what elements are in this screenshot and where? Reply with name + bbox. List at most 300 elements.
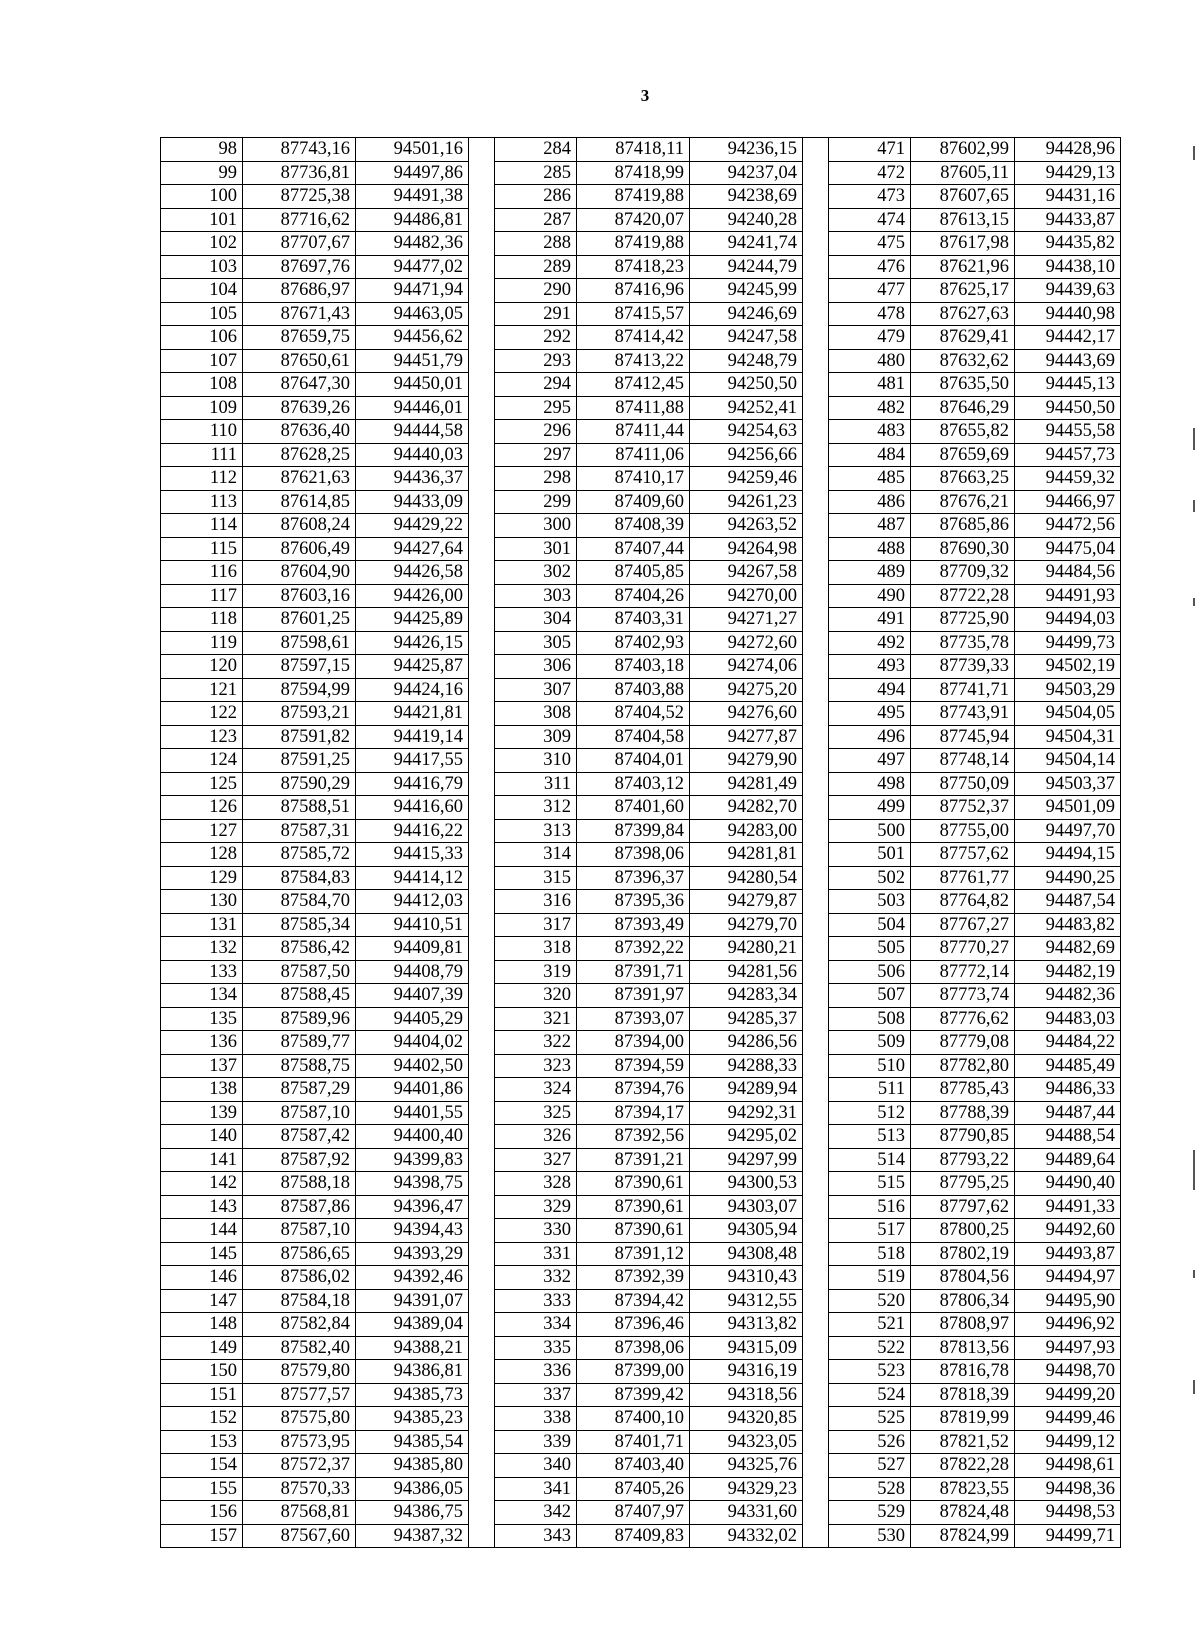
y-coordinate-cell: 94503,29: [1015, 678, 1121, 702]
x-coordinate-cell: 87403,40: [577, 1454, 690, 1478]
y-coordinate-cell: 94497,86: [356, 161, 469, 185]
y-coordinate-cell: 94283,34: [690, 984, 803, 1008]
x-coordinate-cell: 87414,42: [577, 326, 690, 350]
table-row: [161, 1430, 1121, 1454]
y-coordinate-cell: 94426,58: [356, 561, 469, 585]
y-coordinate-cell: 94261,23: [690, 490, 803, 514]
x-coordinate-cell: 87409,60: [577, 490, 690, 514]
point-number-cell: 471: [829, 138, 911, 162]
x-coordinate-cell: 87399,84: [577, 819, 690, 843]
point-number-cell: 112: [161, 467, 243, 491]
x-coordinate-cell: 87690,30: [911, 537, 1015, 561]
point-number-cell: 108: [161, 373, 243, 397]
x-coordinate-cell: 87773,74: [911, 984, 1015, 1008]
column-group-separator: [803, 185, 829, 209]
point-number-cell: 475: [829, 232, 911, 256]
x-coordinate-cell: 87621,63: [243, 467, 356, 491]
x-coordinate-cell: 87635,50: [911, 373, 1015, 397]
y-coordinate-cell: 94421,81: [356, 702, 469, 726]
column-group-separator: [803, 1195, 829, 1219]
y-coordinate-cell: 94450,50: [1015, 396, 1121, 420]
table-row: [161, 490, 1121, 514]
x-coordinate-cell: 87411,06: [577, 443, 690, 467]
x-coordinate-cell: 87725,90: [911, 608, 1015, 632]
x-coordinate-cell: 87597,15: [243, 655, 356, 679]
column-group-separator: [469, 584, 495, 608]
x-coordinate-cell: 87808,97: [911, 1313, 1015, 1337]
y-coordinate-cell: 94388,21: [356, 1336, 469, 1360]
y-coordinate-cell: 94475,04: [1015, 537, 1121, 561]
x-coordinate-cell: 87392,56: [577, 1125, 690, 1149]
x-coordinate-cell: 87403,88: [577, 678, 690, 702]
x-coordinate-cell: 87788,39: [911, 1101, 1015, 1125]
x-coordinate-cell: 87398,06: [577, 843, 690, 867]
column-group-separator: [469, 1407, 495, 1431]
column-group-separator: [803, 1125, 829, 1149]
point-number-cell: 139: [161, 1101, 243, 1125]
x-coordinate-cell: 87390,61: [577, 1195, 690, 1219]
point-number-cell: 300: [495, 514, 577, 538]
column-group-separator: [803, 208, 829, 232]
y-coordinate-cell: 94272,60: [690, 631, 803, 655]
point-number-cell: 147: [161, 1289, 243, 1313]
y-coordinate-cell: 94279,87: [690, 890, 803, 914]
y-coordinate-cell: 94254,63: [690, 420, 803, 444]
y-coordinate-cell: 94444,58: [356, 420, 469, 444]
x-coordinate-cell: 87795,25: [911, 1172, 1015, 1196]
point-number-cell: 125: [161, 772, 243, 796]
table-row: [161, 772, 1121, 796]
x-coordinate-cell: 87589,96: [243, 1007, 356, 1031]
point-number-cell: 514: [829, 1148, 911, 1172]
x-coordinate-cell: 87621,96: [911, 255, 1015, 279]
y-coordinate-cell: 94471,94: [356, 279, 469, 303]
point-number-cell: 126: [161, 796, 243, 820]
y-coordinate-cell: 94237,04: [690, 161, 803, 185]
point-number-cell: 118: [161, 608, 243, 632]
x-coordinate-cell: 87587,50: [243, 960, 356, 984]
point-number-cell: 306: [495, 655, 577, 679]
y-coordinate-cell: 94282,70: [690, 796, 803, 820]
point-number-cell: 481: [829, 373, 911, 397]
x-coordinate-cell: 87418,99: [577, 161, 690, 185]
column-group-separator: [469, 1289, 495, 1313]
y-coordinate-cell: 94248,79: [690, 349, 803, 373]
point-number-cell: 99: [161, 161, 243, 185]
point-number-cell: 291: [495, 302, 577, 326]
x-coordinate-cell: 87655,82: [911, 420, 1015, 444]
column-group-separator: [803, 819, 829, 843]
point-number-cell: 491: [829, 608, 911, 632]
table-row: [161, 514, 1121, 538]
x-coordinate-cell: 87722,28: [911, 584, 1015, 608]
column-group-separator: [803, 1266, 829, 1290]
y-coordinate-cell: 94399,83: [356, 1148, 469, 1172]
column-group-separator: [469, 1242, 495, 1266]
point-number-cell: 149: [161, 1336, 243, 1360]
point-number-cell: 288: [495, 232, 577, 256]
column-group-separator: [469, 420, 495, 444]
point-number-cell: 530: [829, 1524, 911, 1548]
y-coordinate-cell: 94288,33: [690, 1054, 803, 1078]
point-number-cell: 329: [495, 1195, 577, 1219]
y-coordinate-cell: 94417,55: [356, 749, 469, 773]
point-number-cell: 107: [161, 349, 243, 373]
y-coordinate-cell: 94424,16: [356, 678, 469, 702]
x-coordinate-cell: 87390,61: [577, 1172, 690, 1196]
point-number-cell: 343: [495, 1524, 577, 1548]
x-coordinate-cell: 87588,75: [243, 1054, 356, 1078]
point-number-cell: 482: [829, 396, 911, 420]
point-number-cell: 121: [161, 678, 243, 702]
y-coordinate-cell: 94389,04: [356, 1313, 469, 1337]
point-number-cell: 327: [495, 1148, 577, 1172]
column-group-separator: [803, 1524, 829, 1548]
y-coordinate-cell: 94236,15: [690, 138, 803, 162]
table-row: [161, 232, 1121, 256]
point-number-cell: 334: [495, 1313, 577, 1337]
x-coordinate-cell: 87585,34: [243, 913, 356, 937]
column-group-separator: [803, 420, 829, 444]
table-row: [161, 631, 1121, 655]
point-number-cell: 340: [495, 1454, 577, 1478]
y-coordinate-cell: 94396,47: [356, 1195, 469, 1219]
x-coordinate-cell: 87586,02: [243, 1266, 356, 1290]
x-coordinate-cell: 87409,83: [577, 1524, 690, 1548]
column-group-separator: [469, 326, 495, 350]
y-coordinate-cell: 94329,23: [690, 1477, 803, 1501]
point-number-cell: 157: [161, 1524, 243, 1548]
x-coordinate-cell: 87593,21: [243, 702, 356, 726]
point-number-cell: 156: [161, 1501, 243, 1525]
point-number-cell: 284: [495, 138, 577, 162]
y-coordinate-cell: 94283,00: [690, 819, 803, 843]
x-coordinate-cell: 87601,25: [243, 608, 356, 632]
x-coordinate-cell: 87392,22: [577, 937, 690, 961]
point-number-cell: 134: [161, 984, 243, 1008]
y-coordinate-cell: 94498,53: [1015, 1501, 1121, 1525]
y-coordinate-cell: 94385,23: [356, 1407, 469, 1431]
scan-edge-mark: [1193, 1380, 1195, 1394]
x-coordinate-cell: 87802,19: [911, 1242, 1015, 1266]
point-number-cell: 151: [161, 1383, 243, 1407]
x-coordinate-cell: 87797,62: [911, 1195, 1015, 1219]
x-coordinate-cell: 87741,71: [911, 678, 1015, 702]
x-coordinate-cell: 87391,21: [577, 1148, 690, 1172]
x-coordinate-cell: 87396,37: [577, 866, 690, 890]
x-coordinate-cell: 87410,17: [577, 467, 690, 491]
y-coordinate-cell: 94409,81: [356, 937, 469, 961]
y-coordinate-cell: 94281,81: [690, 843, 803, 867]
y-coordinate-cell: 94270,00: [690, 584, 803, 608]
x-coordinate-cell: 87395,36: [577, 890, 690, 914]
x-coordinate-cell: 87785,43: [911, 1078, 1015, 1102]
y-coordinate-cell: 94412,03: [356, 890, 469, 914]
y-coordinate-cell: 94494,15: [1015, 843, 1121, 867]
y-coordinate-cell: 94491,93: [1015, 584, 1121, 608]
y-coordinate-cell: 94318,56: [690, 1383, 803, 1407]
column-group-separator: [803, 725, 829, 749]
column-group-separator: [803, 960, 829, 984]
x-coordinate-cell: 87716,62: [243, 208, 356, 232]
point-number-cell: 336: [495, 1360, 577, 1384]
column-group-separator: [469, 373, 495, 397]
scan-edge-mark: [1193, 428, 1195, 450]
point-number-cell: 98: [161, 138, 243, 162]
y-coordinate-cell: 94404,02: [356, 1031, 469, 1055]
point-number-cell: 153: [161, 1430, 243, 1454]
point-number-cell: 499: [829, 796, 911, 820]
table-row: [161, 913, 1121, 937]
x-coordinate-cell: 87676,21: [911, 490, 1015, 514]
column-group-separator: [469, 514, 495, 538]
column-group-separator: [803, 608, 829, 632]
y-coordinate-cell: 94263,52: [690, 514, 803, 538]
column-group-separator: [803, 1007, 829, 1031]
point-number-cell: 524: [829, 1383, 911, 1407]
y-coordinate-cell: 94482,36: [356, 232, 469, 256]
x-coordinate-cell: 87671,43: [243, 302, 356, 326]
point-number-cell: 341: [495, 1477, 577, 1501]
point-number-cell: 308: [495, 702, 577, 726]
y-coordinate-cell: 94259,46: [690, 467, 803, 491]
point-number-cell: 316: [495, 890, 577, 914]
x-coordinate-cell: 87686,97: [243, 279, 356, 303]
point-number-cell: 119: [161, 631, 243, 655]
x-coordinate-cell: 87588,45: [243, 984, 356, 1008]
y-coordinate-cell: 94445,13: [1015, 373, 1121, 397]
column-group-separator: [469, 255, 495, 279]
point-number-cell: 502: [829, 866, 911, 890]
point-number-cell: 145: [161, 1242, 243, 1266]
y-coordinate-cell: 94308,48: [690, 1242, 803, 1266]
y-coordinate-cell: 94442,17: [1015, 326, 1121, 350]
table-row: [161, 1360, 1121, 1384]
x-coordinate-cell: 87399,42: [577, 1383, 690, 1407]
point-number-cell: 477: [829, 279, 911, 303]
table-row: [161, 279, 1121, 303]
table-row: [161, 302, 1121, 326]
point-number-cell: 322: [495, 1031, 577, 1055]
y-coordinate-cell: 94503,37: [1015, 772, 1121, 796]
point-number-cell: 285: [495, 161, 577, 185]
point-number-cell: 130: [161, 890, 243, 914]
point-number-cell: 520: [829, 1289, 911, 1313]
table-row: [161, 537, 1121, 561]
x-coordinate-cell: 87745,94: [911, 725, 1015, 749]
x-coordinate-cell: 87584,70: [243, 890, 356, 914]
y-coordinate-cell: 94466,97: [1015, 490, 1121, 514]
column-group-separator: [469, 1148, 495, 1172]
y-coordinate-cell: 94439,63: [1015, 279, 1121, 303]
x-coordinate-cell: 87636,40: [243, 420, 356, 444]
table-row: [161, 1007, 1121, 1031]
y-coordinate-cell: 94386,81: [356, 1360, 469, 1384]
y-coordinate-cell: 94438,10: [1015, 255, 1121, 279]
table-row: [161, 678, 1121, 702]
y-coordinate-cell: 94244,79: [690, 255, 803, 279]
table-row: [161, 561, 1121, 585]
x-coordinate-cell: 87821,52: [911, 1430, 1015, 1454]
column-group-separator: [469, 678, 495, 702]
table-row: [161, 819, 1121, 843]
column-group-separator: [469, 1078, 495, 1102]
column-group-separator: [469, 866, 495, 890]
x-coordinate-cell: 87404,26: [577, 584, 690, 608]
y-coordinate-cell: 94491,38: [356, 185, 469, 209]
table-row: [161, 467, 1121, 491]
y-coordinate-cell: 94402,50: [356, 1054, 469, 1078]
point-number-cell: 478: [829, 302, 911, 326]
table-row: [161, 208, 1121, 232]
x-coordinate-cell: 87617,98: [911, 232, 1015, 256]
x-coordinate-cell: 87629,41: [911, 326, 1015, 350]
y-coordinate-cell: 94252,41: [690, 396, 803, 420]
scan-edge-mark: [1193, 598, 1195, 606]
x-coordinate-cell: 87757,62: [911, 843, 1015, 867]
y-coordinate-cell: 94391,07: [356, 1289, 469, 1313]
point-number-cell: 314: [495, 843, 577, 867]
x-coordinate-cell: 87782,80: [911, 1054, 1015, 1078]
page-number: 3: [640, 86, 650, 105]
column-group-separator: [469, 490, 495, 514]
point-number-cell: 317: [495, 913, 577, 937]
y-coordinate-cell: 94459,32: [1015, 467, 1121, 491]
table-row: [161, 796, 1121, 820]
scan-edge-mark: [1193, 146, 1195, 160]
column-group-separator: [469, 1054, 495, 1078]
column-group-separator: [469, 1195, 495, 1219]
y-coordinate-cell: 94312,55: [690, 1289, 803, 1313]
x-coordinate-cell: 87391,12: [577, 1242, 690, 1266]
point-number-cell: 323: [495, 1054, 577, 1078]
point-number-cell: 311: [495, 772, 577, 796]
x-coordinate-cell: 87570,33: [243, 1477, 356, 1501]
point-number-cell: 287: [495, 208, 577, 232]
x-coordinate-cell: 87707,67: [243, 232, 356, 256]
table-row: [161, 1242, 1121, 1266]
x-coordinate-cell: 87748,14: [911, 749, 1015, 773]
column-group-separator: [803, 1313, 829, 1337]
x-coordinate-cell: 87685,86: [911, 514, 1015, 538]
x-coordinate-cell: 87577,57: [243, 1383, 356, 1407]
table-row: [161, 655, 1121, 679]
y-coordinate-cell: 94238,69: [690, 185, 803, 209]
point-number-cell: 155: [161, 1477, 243, 1501]
column-group-separator: [803, 138, 829, 162]
y-coordinate-cell: 94487,44: [1015, 1101, 1121, 1125]
x-coordinate-cell: 87591,82: [243, 725, 356, 749]
y-coordinate-cell: 94490,40: [1015, 1172, 1121, 1196]
point-number-cell: 504: [829, 913, 911, 937]
point-number-cell: 485: [829, 467, 911, 491]
column-group-separator: [469, 608, 495, 632]
point-number-cell: 488: [829, 537, 911, 561]
y-coordinate-cell: 94405,29: [356, 1007, 469, 1031]
table-row: [161, 1454, 1121, 1478]
x-coordinate-cell: 87587,10: [243, 1101, 356, 1125]
x-coordinate-cell: 87646,29: [911, 396, 1015, 420]
y-coordinate-cell: 94482,36: [1015, 984, 1121, 1008]
column-group-separator: [469, 1101, 495, 1125]
point-number-cell: 332: [495, 1266, 577, 1290]
x-coordinate-cell: 87604,90: [243, 561, 356, 585]
point-number-cell: 103: [161, 255, 243, 279]
point-number-cell: 101: [161, 208, 243, 232]
y-coordinate-cell: 94398,75: [356, 1172, 469, 1196]
x-coordinate-cell: 87736,81: [243, 161, 356, 185]
column-group-separator: [469, 1430, 495, 1454]
y-coordinate-cell: 94427,64: [356, 537, 469, 561]
point-number-cell: 519: [829, 1266, 911, 1290]
column-group-separator: [469, 138, 495, 162]
x-coordinate-cell: 87725,38: [243, 185, 356, 209]
x-coordinate-cell: 87403,31: [577, 608, 690, 632]
x-coordinate-cell: 87588,18: [243, 1172, 356, 1196]
point-number-cell: 310: [495, 749, 577, 773]
x-coordinate-cell: 87650,61: [243, 349, 356, 373]
point-number-cell: 297: [495, 443, 577, 467]
column-group-separator: [469, 819, 495, 843]
column-group-separator: [803, 232, 829, 256]
table-row: [161, 960, 1121, 984]
y-coordinate-cell: 94484,22: [1015, 1031, 1121, 1055]
y-coordinate-cell: 94297,99: [690, 1148, 803, 1172]
x-coordinate-cell: 87567,60: [243, 1524, 356, 1548]
table-row: [161, 1195, 1121, 1219]
y-coordinate-cell: 94408,79: [356, 960, 469, 984]
y-coordinate-cell: 94407,39: [356, 984, 469, 1008]
y-coordinate-cell: 94433,87: [1015, 208, 1121, 232]
x-coordinate-cell: 87790,85: [911, 1125, 1015, 1149]
x-coordinate-cell: 87416,96: [577, 279, 690, 303]
column-group-separator: [469, 749, 495, 773]
column-group-separator: [469, 1007, 495, 1031]
column-group-separator: [469, 161, 495, 185]
table-row: [161, 1078, 1121, 1102]
x-coordinate-cell: 87743,91: [911, 702, 1015, 726]
point-number-cell: 320: [495, 984, 577, 1008]
x-coordinate-cell: 87405,26: [577, 1477, 690, 1501]
x-coordinate-cell: 87804,56: [911, 1266, 1015, 1290]
y-coordinate-cell: 94425,89: [356, 608, 469, 632]
column-group-separator: [469, 631, 495, 655]
point-number-cell: 290: [495, 279, 577, 303]
table-row: [161, 1524, 1121, 1548]
point-number-cell: 102: [161, 232, 243, 256]
y-coordinate-cell: 94246,69: [690, 302, 803, 326]
point-number-cell: 116: [161, 561, 243, 585]
x-coordinate-cell: 87739,33: [911, 655, 1015, 679]
y-coordinate-cell: 94440,03: [356, 443, 469, 467]
column-group-separator: [803, 467, 829, 491]
table-row: [161, 1407, 1121, 1431]
column-group-separator: [469, 467, 495, 491]
x-coordinate-cell: 87390,61: [577, 1219, 690, 1243]
x-coordinate-cell: 87419,88: [577, 232, 690, 256]
column-group-separator: [469, 185, 495, 209]
column-group-separator: [803, 1336, 829, 1360]
x-coordinate-cell: 87405,85: [577, 561, 690, 585]
y-coordinate-cell: 94483,03: [1015, 1007, 1121, 1031]
column-group-separator: [469, 537, 495, 561]
column-group-separator: [803, 1289, 829, 1313]
x-coordinate-cell: 87709,32: [911, 561, 1015, 585]
y-coordinate-cell: 94247,58: [690, 326, 803, 350]
column-group-separator: [469, 1383, 495, 1407]
column-group-separator: [803, 373, 829, 397]
point-number-cell: 496: [829, 725, 911, 749]
